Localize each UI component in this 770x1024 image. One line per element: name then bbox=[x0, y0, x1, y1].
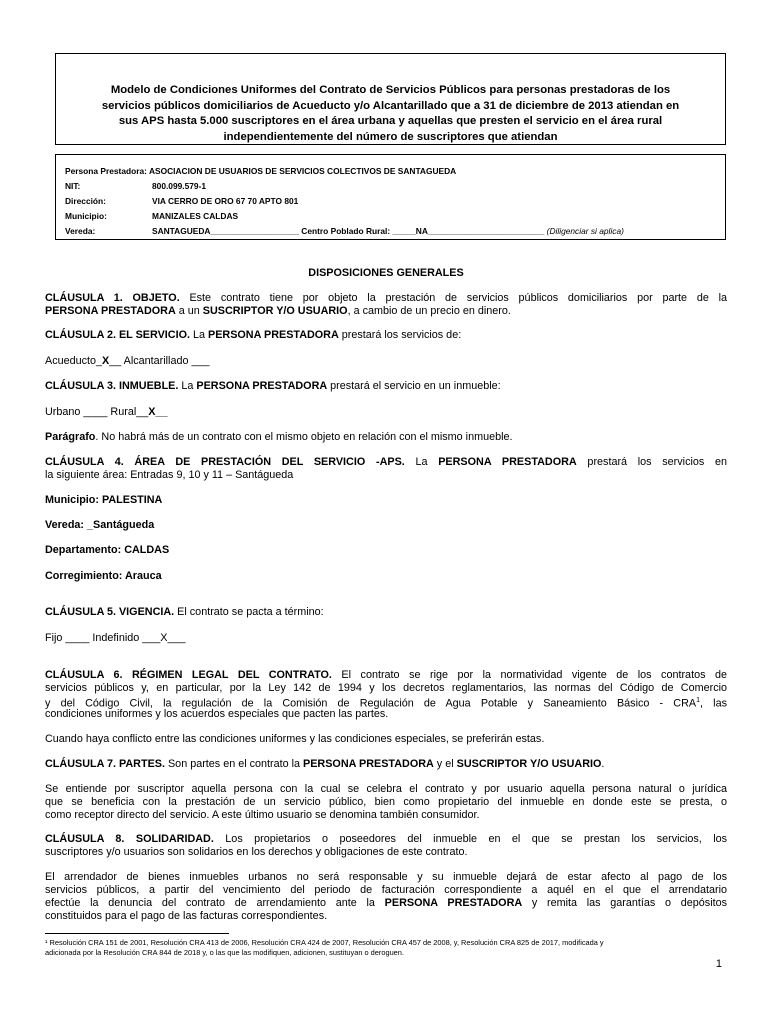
paragrafo bbox=[45, 431, 727, 444]
clause-6-text-3b: , las bbox=[700, 697, 727, 710]
clause-1-text-2: a un bbox=[175, 305, 203, 317]
clause-7-bold-1: PERSONA PRESTADORA bbox=[303, 758, 434, 770]
clause-8-text-1: Los propietarios o poseedores del inmueble en el que se prestan los servicios, los bbox=[213, 833, 727, 845]
persona-value: ASOCIACION DE USUARIOS DE SERVICIOS COLECTIVOS DE SANTAGUEDA bbox=[148, 166, 457, 176]
arrendador-line-1: El arrendador de bienes inmuebles urbanos no será responsable y su inmueble dejará de estar afecto al pago de los bbox=[45, 871, 727, 883]
paragrafo-title: Parágrafo bbox=[45, 431, 96, 443]
clause-1-bold-1: PERSONA PRESTADORA bbox=[45, 305, 176, 317]
clause-5-title: CLÁUSULA 5. VIGENCIA. bbox=[45, 606, 175, 618]
info-row-municipio bbox=[65, 209, 725, 224]
info-row-persona bbox=[65, 164, 725, 179]
clause-5-text: El contrato se pacta a término: bbox=[174, 606, 324, 618]
clause-4-line-1 bbox=[45, 456, 727, 469]
paragrafo-text: . No habrá más de un contrato con el mismo objeto en relación con el mismo inmueble. bbox=[95, 431, 513, 443]
arrendador-text-3c: y remita las garantías o depósitos bbox=[522, 897, 727, 909]
clause-2 bbox=[45, 329, 727, 342]
clause-3-options bbox=[45, 406, 727, 419]
municipio-line: Municipio: PALESTINA bbox=[45, 494, 163, 506]
title-line-3: sus APS hasta 5.000 suscriptores en el área urbana y aquellas que presten el servicio en el área rural bbox=[118, 115, 663, 127]
clause-4-bold: PERSONA PRESTADORA bbox=[438, 456, 577, 468]
clause-4-text-1: La bbox=[404, 456, 439, 468]
rural-mark: X__ bbox=[148, 406, 168, 418]
clause-6-line-1 bbox=[45, 669, 727, 682]
info-row-nit bbox=[65, 179, 725, 194]
footnote-ref: 1 bbox=[696, 697, 701, 704]
clause-3-bold: PERSONA PRESTADORA bbox=[196, 380, 328, 392]
document-title-box bbox=[55, 53, 726, 145]
clause-7 bbox=[45, 758, 727, 771]
clause-1-text: Este contrato tiene por objeto la prestación de servicios públicos domiciliarios por parte de la bbox=[179, 292, 727, 304]
info-row-vereda bbox=[65, 224, 725, 239]
corregimiento-line: Corregimiento: Arauca bbox=[45, 570, 162, 582]
footnote-divider bbox=[45, 933, 229, 934]
arrendador-text-3a: efectúe la denuncia del contrato de arrendamiento ante la bbox=[45, 897, 385, 909]
clause-8-title: CLÁUSULA 8. SOLIDARIDAD. bbox=[45, 833, 214, 845]
arrendador-line-3 bbox=[45, 897, 727, 910]
provider-info-box bbox=[55, 154, 726, 240]
arrendador-line-2: servicios públicos, a partir del vencimiento del periodo de facturación correspondiente a aquél en el que el arrendatario bbox=[45, 884, 727, 896]
clause-6-text-1: El contrato se rige por la normatividad vigente de los contratos de bbox=[331, 669, 727, 681]
clause-2-title: CLÁUSULA 2. EL SERVICIO. bbox=[45, 329, 190, 341]
vereda-value: SANTAGUEDA___________________ Centro Poblado Rural: _____NA_________________________ bbox=[152, 226, 545, 236]
vereda-label: Vereda: bbox=[65, 226, 96, 236]
clause-3 bbox=[45, 380, 727, 393]
vereda-line: Vereda: _Santágueda bbox=[45, 519, 155, 531]
clause-1-title: CLÁUSULA 1. OBJETO. bbox=[45, 292, 180, 304]
nit-label: NIT: bbox=[65, 181, 81, 191]
clause-1-text-3: , a cambio de un precio en dinero. bbox=[347, 305, 511, 317]
arrendador-bold: PERSONA PRESTADORA bbox=[384, 897, 523, 909]
clause-5-options: Fijo ____ Indefinido ___X___ bbox=[45, 632, 186, 644]
arrendador-line-4: constituidos para el pago de las facturas correspondientes. bbox=[45, 910, 328, 922]
clause-2-bold: PERSONA PRESTADORA bbox=[208, 329, 339, 341]
clause-6-text-3: y del Código Civil, la regulación de la Comisión de Regulación de Agua Potable y Saneamiento Básico - CRA bbox=[45, 697, 697, 710]
title-line-2: servicios públicos domiciliarios de Acueducto y/o Alcantarillado que a 31 de diciembre de 2013 atiendan en bbox=[101, 99, 680, 112]
municipio-value: MANIZALES CALDAS bbox=[152, 211, 239, 221]
clause-6-line-4: condiciones uniformes y los acuerdos especiales que pacten las partes. bbox=[45, 708, 389, 720]
title-line-4: independientemente del número de suscriptores que atiendan bbox=[223, 130, 558, 143]
title-line-1: Modelo de Condiciones Uniformes del Contrato de Servicios Públicos para personas prestadoras de los bbox=[110, 84, 671, 96]
section-heading: DISPOSICIONES GENERALES bbox=[308, 267, 464, 279]
clause-7-text-3: . bbox=[601, 758, 605, 770]
direccion-value: VIA CERRO DE ORO 67 70 APTO 801 bbox=[152, 196, 299, 206]
clause-2-text-2: prestará los servicios de: bbox=[338, 329, 462, 341]
municipio-label: Municipio: bbox=[65, 211, 107, 221]
clause-4-line-2: la siguiente área: Entradas 9, 10 y 11 – Santágueda bbox=[45, 469, 294, 481]
definition-line-3: como receptor directo del servicio. A este último usuario se denomina también consumidor. bbox=[45, 809, 480, 821]
acueducto-option: Acueducto_ bbox=[45, 355, 103, 367]
clause-3-text-2: prestará el servicio en un inmueble: bbox=[327, 380, 501, 392]
urbano-rural-option: Urbano ____ Rural__ bbox=[45, 406, 149, 418]
direccion-label: Dirección: bbox=[65, 196, 106, 206]
persona-label: Persona Prestadora: bbox=[65, 166, 147, 176]
clause-4-title: CLÁUSULA 4. ÁREA DE PRESTACIÓN DEL SERVICIO -APS. bbox=[45, 456, 405, 468]
clause-3-text-1: La bbox=[178, 380, 197, 392]
clause-1-line-2 bbox=[45, 305, 727, 318]
clause-7-bold-2: SUSCRIPTOR Y/O USUARIO bbox=[456, 758, 602, 770]
footnote-line-2: adicionada por la Resolución CRA 844 de 2018 y, o las que las modifiquen, adicionen, sustituyan o deroguen. bbox=[45, 948, 404, 957]
clause-3-title: CLÁUSULA 3. INMUEBLE. bbox=[45, 380, 179, 392]
definition-line-1: Se entiende por suscriptor aquella persona con la cual se celebra el contrato y por usuario aquella persona natural o jurídica bbox=[45, 783, 727, 795]
clause-1-line-1 bbox=[45, 292, 727, 305]
departamento-line: Departamento: CALDAS bbox=[45, 544, 170, 556]
clause-6-title: CLÁUSULA 6. RÉGIMEN LEGAL DEL CONTRATO. bbox=[45, 669, 332, 681]
nit-value: 800.099.579-1 bbox=[152, 181, 207, 191]
info-row-direccion bbox=[65, 194, 725, 209]
clause-4-text-2: prestará los servicios en bbox=[576, 456, 727, 468]
definition-line-2: que se beneficia con la prestación de un servicio público, bien como propietario del inmueble en donde este se presta, o bbox=[45, 796, 727, 808]
clause-1-bold-2: SUSCRIPTOR Y/O USUARIO bbox=[202, 305, 348, 317]
alcantarillado-option: __ Alcantarillado ___ bbox=[109, 355, 210, 367]
clause-6-line-2: servicios públicos y, en particular, por la Ley 142 de 1994 y los decretos reglamentarios, las normas del Código de Comercio bbox=[45, 682, 727, 694]
clause-5 bbox=[45, 606, 727, 619]
clause-7-title: CLÁUSULA 7. PARTES. bbox=[45, 758, 165, 770]
clause-2-options bbox=[45, 355, 727, 368]
clause-8-line-2: suscriptores y/o usuarios son solidarios en los derechos y obligaciones de este contrato. bbox=[45, 846, 468, 858]
page-number: 1 bbox=[715, 958, 722, 970]
conflict-paragraph: Cuando haya conflicto entre las condiciones uniformes y las condiciones especiales, se preferirán estas. bbox=[45, 733, 545, 745]
acueducto-mark: X bbox=[102, 355, 110, 367]
footnote-line-1: ¹ Resolución CRA 151 de 2001, Resolución CRA 413 de 2006, Resolución CRA 424 de 2007, Resolución CRA 457 de 2008, y, Resolución CRA 825 de 2017, modificada y bbox=[45, 938, 604, 947]
clause-7-text-2: y el bbox=[433, 758, 457, 770]
vereda-note: (Diligenciar si aplica) bbox=[546, 226, 624, 236]
clause-7-text-1: Son partes en el contrato la bbox=[164, 758, 304, 770]
clause-2-text-1: La bbox=[189, 329, 208, 341]
clause-8-line-1 bbox=[45, 833, 727, 846]
